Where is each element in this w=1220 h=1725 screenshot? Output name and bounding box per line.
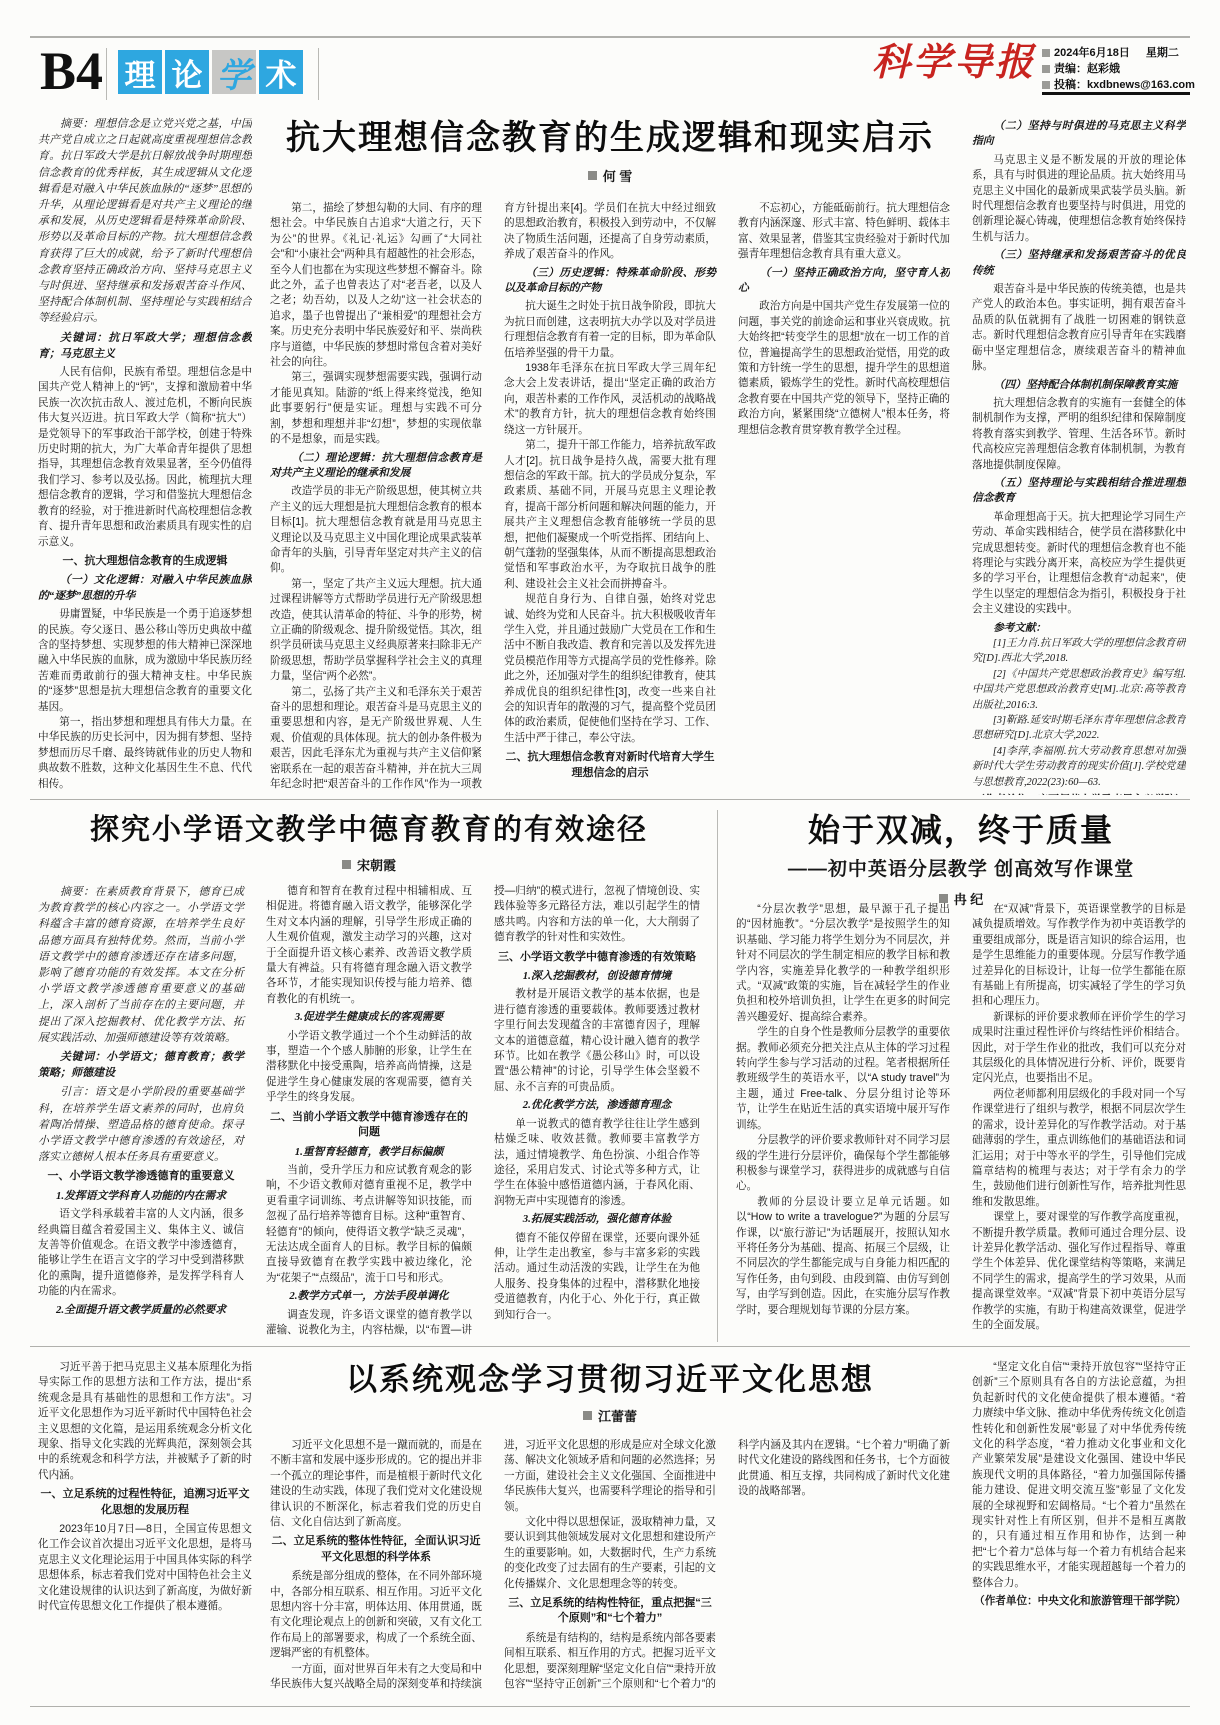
paragraph-p: 第一，指出梦想和理想具有伟大力量。在中华民族的历史长河中，因为拥有梦想、坚持梦想而历尽千磨、最终铸就伟业的历史人物和典故数不胜数，这种文化基因生生不息、代代相传。 <box>38 715 252 790</box>
paragraph-p: 文化中得以思想保证，汲取精神力量，又要认识到其他领域发展对文化思想和建设所产生的重要影响。如，大数据时代，生产力系统的变化改变了过去固有的生产要素，引起的文化传播媒介、文化思想理念等的转变。 <box>504 1516 716 1590</box>
paragraph-p: 第二，弘扬了共产主义和毛泽东关于艰苦奋斗的思想和理论。艰苦奋斗是马克思主义的重要思想和内容，是无产阶级世界观、人生观、价值观的具体体现。抗大的创办条件极为艰苦，因此毛泽东尤为重视与共产主义信仰紧密联系在一起的艰苦奋斗精神，并在抗大三周年纪念时把“艰苦奋斗的工作作风”作为一项教育方针提出来[4]。学员们在抗大中经过细致的思想政治教育，积极投入到劳动中，不仅解决了物质生活问题，还提高了自身劳动素质，养成了艰苦奋斗的作风。 <box>270 202 716 791</box>
article3-title: 始于双减，终于质量 <box>807 812 1114 848</box>
paragraph-p: 人民有信仰，民族有希望。理想信念是中国共产党人精神上的“钙”，支撑和激励着中华民族一次次抗击敌人、渡过危机，不断向民族伟大复兴迈进。抗日军政大学（简称“抗大”）是党领导下的军事政治干部学校，创建于特殊历史时期的抗大，为广大革命青年提供了思想指导，其理想信念教育效果显著，至今仍值得我们学习、参考以及弘扬。因此，梳理抗大理想信念教育的逻辑，学习和借鉴抗大理想信念教育的经验，对于推进新时代高校理想信念教育、提升青年思想和政治素质具有现实性的启示意义。 <box>38 366 252 548</box>
paragraph-ref: [2]《中国共产党思想政治教育史》编写组.中国共产党思想政治教育史[M].北京:高等教育出版社,2016:3. <box>972 668 1186 711</box>
article1-title: 抗大理想信念教育的生成逻辑和现实启示 <box>286 119 934 157</box>
paragraph-h1: 三、小学语文教学中德育渗透的有效策略 <box>498 950 696 963</box>
paragraph-h2: （二）坚持与时俱进的马克思主义科学指向 <box>972 120 1186 148</box>
issue-info <box>1042 46 1195 94</box>
byline-square-icon <box>588 171 597 180</box>
paragraph-p: “分层次教学”思想，最早源于孔子提出的“因材施教”。“分层次教学”是按照学生的知识基础、学习能力将学生划分为不同层次，并针对不同层次的学生制定相应的教学目标和教学内容，实施差异化教学的一种教学组织形式。“双减”政策的实施，旨在减轻学生的作业负担和校外培训负担，让学生在更多的时间完善兴趣爱好、提高综合素养。 <box>736 903 950 1023</box>
paragraph-p: 抗大理想信念教育的实施有一套健全的体制机制作为支撑，严明的组织纪律和保障制度将教育落实到教学、管理、生活各环节。新时代高校应完善理想信念教育体制机制，为教育落地提供制度保障。 <box>972 396 1186 471</box>
paragraph-p: 革命理想高于天。抗大把理论学习同生产劳动、革命实践相结合，使学员在潜移默化中完成思想转变。新时代的理想信念教育也不能将理论与实践分离开来，高校应为学生提供更多的学习平台，让理想信念教育“动起来”，使学生以坚定的理想信念为指引，积极投身于社会主义建设的实践中。 <box>972 510 1186 616</box>
paragraph-p: 学生的自身个性是教师分层教学的重要依据。教师必须充分把关注点从主体的学习过程转向学生参与学习活动的过程。笔者根据所任教班级学生的英语水平，以“A study travel”为主题，通过 Free-talk、分层分组讨论等环节，让学生在贴近生活的真实语境中展开写作训练。 <box>736 1026 950 1131</box>
paragraph-h1: 三、立足系统的结构性特征，重点把握“三个原则”和“七个着力” <box>508 1597 712 1625</box>
paragraph-h2: （三）历史逻辑：特殊革命阶段、形势以及革命目标的产物 <box>504 266 716 295</box>
article1-author: 何 雪 <box>602 169 633 184</box>
paragraph-p: 德育不能仅停留在课堂，还要向课外延伸，让学生走出教室，参与丰富多彩的实践活动。通过生动活泼的实践，让学生在为他人服务、投身集体的过程中，潜移默化地接受道德教育，内化于心、外化于行，真正做到知行合一。 <box>494 1231 700 1321</box>
paragraph-p: 课堂上，要对课堂的写作教学高度重视，不断提升教学质量。教师可通过合理分层、设计差异化教学活动、强化写作过程指导、尊重学生个体差异、优化课堂结构等策略，来满足不同学生的需求，提高学生的学习效果，从而提高课堂效率。“双减”背景下初中英语分层写作教学的实施，有助于构建高效课堂，促进学生的全面发展。 <box>972 1211 1186 1331</box>
paragraph-h1: 一、小学语文教学渗透德育的重要意义 <box>47 1170 235 1183</box>
date-line <box>1042 46 1190 60</box>
submit-line <box>1042 78 1195 92</box>
paragraph-p: 教师的分层设计要立足单元话题。如以“How to write a travelogue?”为题的分层写作课，以“旅行游记”为话题展开，按照认知水平将任务分为基础、提高、拓展三个层级，让不同层次的学生都能完成与自身能力相匹配的写作任务，由句到段、由段到篇、由仿写到创写，由学写到创造。因此，在实施分层写作教学时，要合理规划每节课的分层方案。 <box>736 1195 950 1316</box>
paragraph-p: 改造学员的非无产阶级思想，使其树立共产主义的远大理想是抗大理想信念教育的根本目标[1]。抗大理想信念教育就是用马克思主义理论以及马克思主义中国化理论成果武装革命青年的头脑，引导青年坚定对共产主义的信仰。 <box>270 485 482 575</box>
article4-byline <box>270 1406 950 1425</box>
article4-columns-2-4 <box>270 1438 950 1696</box>
editor-name: 责编：赵彩娥 <box>1054 63 1120 75</box>
paragraph-p: “坚定文化自信”“秉持开放包容”“坚持守正创新”三个原则具有各自的方法论意蕴，为担负起新时代的文化使命提供了根本遵循。“着力赓续中华文脉、推动中华优秀传统文化创造性转化和创新性发展”彰显了对中华优秀传统文化的科学态度，“着力推动文化事业和文化产业繁荣发展”是建设文化强国、建设中华民族现代文明的具体路径，“着力加强国际传播能力建设、促进文明交流互鉴”彰显了文化发展的全球视野和宏阔格局。“七个着力”虽然在现实针对性上有所区别，但并不是相互离散的，只有通过相互作用和协作，达到一种把“七个着力”总体与每一个着力有机结合起来的实践思维水平，才能实现超越每一个着力的整体合力。 <box>972 1361 1186 1589</box>
paragraph-p: 第二，提升干部工作能力，培养抗敌军政人才[2]。抗日战争是持久战，需要大批有理想信念的军政干部。抗大的学员成分复杂，军政素质、基础不同，开展马克思主义理论教育，提高干部分析问题和解决问题的能力，开展共产主义理想信念教育能够统一学员的思想，把他们凝聚成一个听党指挥、团结向上、朝气蓬勃的坚强集体，从而不断提高思想政治觉悟和军事政治水平，为夺取抗日战争的胜利、建设社会主义社会而拼搏奋斗。 <box>504 439 716 590</box>
byline-square-icon <box>583 1411 592 1420</box>
paragraph-p: 分层教学的评价要求教师针对不同学习层级的学生进行分层评价，确保每个学生都能够积极参与课堂学习，获得进步的成就感与自信心。 <box>736 1134 950 1193</box>
top-rule <box>30 36 1190 38</box>
paragraph-h1: 二、抗大理想信念教育对新时代培育大学生理想信念的启示 <box>505 751 715 779</box>
paragraph-p: 毋庸置疑，中华民族是一个勇于追逐梦想的民族。夸父逐日、愚公移山等历史典故中蕴含的坚持梦想、实现梦想的伟大精神已深深地融入中华民族的血脉，成为激励中华民族历经苦难而勇敢前行的强大精神支柱。中华民族的“逐梦”思想是抗大理想信念教育的重要文化基因。 <box>38 608 252 713</box>
article1-headline <box>270 118 950 185</box>
byline-square-icon <box>342 860 351 869</box>
paragraph-p: 系统是有结构的，结构是系统内部各要素间相互联系、相互作用的方式。把握习近平文化思想，要深刻理解“坚定文化自信”“秉持开放包容”“坚持守正创新”三个原则和“七个着力”的科学内涵及其内在逻辑。“七个着力”明确了新时代文化建设的路线图和任务书，七个方面彼此贯通、相互支撑，共同构成了新时代文化建设的战略部署。 <box>504 1439 950 1691</box>
paragraph-p: 两位老师都利用层级化的手段对同一个写作课堂进行了组织与教学，根据不同层次学生的需求，设计差异化的写作教学活动。对于基础薄弱的学生，重点训练他们的基础语法和词汇运用；对于中等水平的学生，引导他们完成篇章结构的梳理与表达；对于学有余力的学生，鼓励他们进行创新性写作，培养批判性思维和发散思维。 <box>972 1087 1186 1208</box>
article4-title: 以系统观念学习贯彻习近平文化思想 <box>346 1362 874 1397</box>
paragraph-p: 系统是部分组成的整体，在不同外部环境中，各部分相互联系、相互作用。习近平文化思想内容十分丰富，明体达用、体用贯通，既有文化理论观点上的创新和突破，又有文化工作布局上的部署要求，构成了一个系统全面、逻辑严密的有机整体。 <box>270 1570 482 1660</box>
paragraph-p: 小学语文教学通过一个个生动鲜活的故事，塑造一个个感人肺腑的形象，让学生在潜移默化中接受熏陶，培养高尚情操，这是促进学生身心健康发展的客观需要，德育关乎学生的终身发展。 <box>266 1029 472 1104</box>
paragraph-p: 调查发现，许多语文课堂的德育教学以灌输、说教化为主，内容枯燥，以“布置—讲授—归纳”的模式进行，忽视了情境创设、实践体验等多元路径方法，难以引起学生的情感共鸣。内容和方法的单一化，大大削弱了德育教学的针对性和实效性。 <box>266 885 700 1336</box>
paragraph-p: 2023年10月7日—8日，全国宣传思想文化工作会议首次提出习近平文化思想，是将马克思主义文化理论运用于中国具体实际的科学思想体系，标志着我们党对中国特色社会主义文化建设规律的认识达到了新高度，为做好新时代宣传思想文化工作提供了根本遵循。 <box>38 1523 252 1613</box>
paragraph-p: 不忘初心，方能砥砺前行。抗大理想信念教育内涵深邃、形式丰富、特色鲜明、载体丰富、效果显著，借鉴其宝贵经验对于新时代加强青年理想信念教育具有重大意义。 <box>738 202 950 261</box>
logo-char-xue: 学 <box>212 50 256 94</box>
paragraph-p: 语文学科承载着丰富的人文内涵，很多经典篇目蕴含着爱国主义、集体主义、诚信友善等价值观念。在语文教学中渗透德育，能够让学生在语言文字的学习中受到潜移默化的熏陶，提升道德修养，是发挥学科育人功能的内在需求。 <box>38 1208 244 1298</box>
logo-char-lun: 论 <box>165 50 209 94</box>
issue-weekday: 星期二 <box>1145 47 1179 59</box>
section-rule-1 <box>30 799 1190 800</box>
paragraph-h2c: 2.优化教学方法，渗透德育理念 <box>522 1099 672 1112</box>
paragraph-abs: 引言：语文是小学阶段的重要基础学科，在培养学生语文素养的同时，也肩负着陶冶情操、塑造品格的德育使命。探寻小学语文教学中德育渗透的有效途径，对落实立德树人根本任务具有重要意义。 <box>38 1086 244 1164</box>
masthead-title: 科学导报 <box>872 42 1037 84</box>
article-divider-vertical <box>717 810 718 1342</box>
bullet-square-icon <box>1042 81 1050 89</box>
paragraph-kw: 关键词：抗日军政大学；理想信念教育；马克思主义 <box>38 331 252 360</box>
bullet-square-icon <box>1042 49 1050 57</box>
paragraph-author: （作者单位：中央文化和旅游管理干部学院） <box>974 1595 1186 1608</box>
article2-author: 宋朝霞 <box>356 858 396 873</box>
paragraph-p: 规范自身行为、自律自强，始终对党忠诚、始终为党和人民奋斗。抗大积极吸收青年学生入党，并且通过鼓励广大党员在工作和生活中不断自我改造、教育和完善以及发挥先进党员模范作用等方式提高学员的党性修养。除此之外，还加强对学生的组织纪律教育，使其养成优良的组织纪律性[3]，改变一些来自社会的知识青年的散漫的习气，提高整个党员团体的政治素质，促使他们坚持在学习、工作、生活中严于律己，奉公守法。 <box>504 593 716 744</box>
header-divider-left <box>106 48 107 100</box>
bullet-square-icon <box>1042 65 1050 73</box>
article3-author: 冉 纪 <box>953 892 984 907</box>
paragraph-p: 艰苦奋斗是中华民族的传统美德，也是共产党人的政治本色。事实证明，拥有艰苦奋斗品质的队伍就拥有了战胜一切困难的钢铁意志。新时代理想信念教育应引导青年在实践磨砺中坚定理想信念，赓续艰苦奋斗的精神血脉。 <box>972 283 1186 373</box>
article2-title: 探究小学语文教学中德育教育的有效途径 <box>89 814 648 846</box>
paragraph-h1: 一、抗大理想信念教育的生成逻辑 <box>62 554 228 567</box>
paragraph-p: 第三，强调实现梦想需要实践，强调行动才能见真知。陆游的“纸上得来终觉浅，绝知此事要躬行”便是实证。理想与实践不可分割，梦想和理想并非“幻想”，梦想的实现依靠的不是想象，而是实践。 <box>270 371 482 446</box>
article4-column-1 <box>38 1360 252 1696</box>
paragraph-ref: [1]王力肖.抗日军政大学的理想信念教育研究[D].西北大学,2018. <box>972 638 1186 665</box>
paragraph-h2: （四）坚持配合体制机制保障教育实施 <box>993 378 1178 391</box>
logo-char-shu: 术 <box>259 50 303 94</box>
paragraph-p: 第一，坚定了共产主义远大理想。抗大通过课程讲解等方式帮助学员进行无产阶级思想改造，使其认清革命的特征、斗争的形势，树立正确的阶级观念、提升阶级觉悟。其次，组织学员研读马克思主义经典原著来扫除非无产阶级思想，帮助学员掌握科学社会主义的真理力量，坚信“两个必然”。 <box>270 577 482 683</box>
paragraph-p: 德育和智育在教育过程中相辅相成、互相促进。将德育融入语文教学，能够深化学生对文本内涵的理解，引导学生形成正确的人生观价值观，激发主动学习的兴趣，这对于全面提升语文核心素养、改善语文教学质量大有裨益。只有将德育理念融入语文教学各环节，才能实现知识传授与能力培养、德育教化的有机统一。 <box>266 885 472 1005</box>
submit-email: 投稿：kxdbnews@163.com <box>1054 79 1195 91</box>
paragraph-h1: 二、立足系统的整体性特征，全面认识习近平文化思想的科学体系 <box>271 1535 481 1563</box>
paragraph-h2: （三）坚持继承和发扬艰苦奋斗的优良传统 <box>972 249 1186 277</box>
article3-subtitle: ——初中英语分层教学 创高效写作课堂 <box>787 859 1135 880</box>
paragraph-h2: （二）理论逻辑：抗大理想信念教育是对共产主义理论的继承和发展 <box>270 451 482 479</box>
paragraph-ref: [3]靳路.延安时期毛泽东青年理想信念教育思想研究[D].北京大学,2022. <box>972 715 1186 742</box>
paragraph-ref: [4]李萍,李福刚.抗大劳动教育思想对加强新时代大学生劳动教育的现实价值[J].学校党建与思想教育,2022(23):60—63. <box>972 745 1186 788</box>
bottom-rule <box>30 1706 1190 1707</box>
article1-columns-2-4 <box>270 201 950 793</box>
paragraph-p: 1938年毛泽东在抗日军政大学三周年纪念大会上发表讲话，提出“坚定正确的政治方向，艰苦朴素的工作作风，灵活机动的战略战术”的教育方针，抗大的理想信念教育始终围绕这一方针展开。 <box>504 362 716 436</box>
paragraph-h2c: 3.拓展实践活动，强化德育体验 <box>522 1213 672 1226</box>
article2-body <box>38 884 700 1340</box>
logo-char-li: 理 <box>118 50 162 94</box>
article4-column-5 <box>972 1360 1186 1696</box>
paragraph-p: 抗大诞生之时处于抗日战争阶段，即抗大为抗日而创建，这表明抗大办学以及对学员进行理想信念教育有着一定的目标，即为革命队伍培养坚强的骨干力量。 <box>504 300 716 359</box>
paragraph-p: 马克思主义是不断发展的开放的理论体系，具有与时俱进的理论品质。抗大始终用马克思主义中国化的最新成果武装学员头脑。新时代理想信念教育也要坚持与时俱进，用党的创新理论凝心铸魂，使理想信念教育始终保持生机与活力。 <box>972 153 1186 243</box>
info-underline <box>1042 92 1190 95</box>
paragraph-h2c: 2.全面提升语文教学质量的必然要求 <box>55 1303 227 1316</box>
paragraph-h2c: 1.发挥语文学科育人功能的内在需求 <box>55 1189 227 1202</box>
paragraph-author <box>972 793 1186 795</box>
paragraph-p: 当前，受升学压力和应试教育观念的影响，不少语文教师对德育重视不足，教学中更看重字词训练、考点讲解等知识技能，而忽视了品行培养等德育目标。这种“重智育、轻德育”的倾向，使得语文教学“缺乏灵魂”，无法达成全面育人的目标。教学目标的偏颇直接导致德育在教学实践中被边缘化，沦为“花架子”“点缀品”，流于口号和形式。 <box>266 1163 472 1284</box>
article4-author: 江蕾蕾 <box>597 1409 637 1424</box>
paragraph-h2c: 3.促进学生健康成长的客观需要 <box>294 1011 444 1024</box>
section-logo <box>118 50 303 94</box>
paragraph-abs: 摘要：理想信念是立党兴党之基，中国共产党自成立之日起就高度重视理想信念教育。抗日军政大学是抗日解放战争时期理想信念教育的优秀样板，其生成逻辑从文化逻辑看是对融入中华民族血脉的“逐梦”思想的升华，从理论逻辑看是对共产主义理论的继承和发展，从历史逻辑看是特殊革命阶段、形势以及革命目标的产物。抗大理想信念教育获得了巨大的成就，给予了新时代理想信念教育坚持正确政治方向、坚持马克思主义与时俱进、坚持继承和发扬艰苦奋斗作风、坚持配合体制机制、坚持理论与实践相结合等经验启示。 <box>38 118 252 325</box>
paragraph-h2c: 2.教学方式单一，方法手段单调化 <box>289 1290 449 1303</box>
paragraph-p: 新课标的评价要求教师在评价学生的学习成果时注重过程性评价与终结性评价相结合。因此，对于学生作业的批改，我们可以充分对其层级化的具体情况进行分析、评价，既要肯定闪光点，也要指出不足。 <box>972 1010 1186 1085</box>
paragraph-h1: 二、当前小学语文教学中德育渗透存在的问题 <box>270 1110 468 1139</box>
article2-headline <box>38 813 700 874</box>
paragraph-p: 单一说教式的德育教学往往让学生感到枯燥乏味、收效甚微。教师要丰富教学方法，通过情境教学、角色扮演、小组合作等途径，采用启发式、讨论式等多种方式，让学生在体验中感悟道德内涵，于春风化雨、润物无声中实现德育的渗透。 <box>494 1117 700 1207</box>
article3-body <box>736 902 1186 1340</box>
issue-date: 2024年6月18日 <box>1054 47 1130 59</box>
paragraph-p: 在“双减”背景下，英语课堂教学的目标是减负提质增效。写作教学作为初中英语教学的重要组成部分，既是语言知识的综合运用，也是学生思维能力的重要体现。分层写作教学通过差异化的目标设计，让每一位学生都能在原有基础上有所提高，切实减轻了学生的学习负担和心理压力。 <box>972 903 1186 1008</box>
paragraph-p: 一方面，面对世界百年未有之大变局和中华民族伟大复兴战略全局的深刻变革和持续演进，习近平文化思想的形成是应对全球文化激荡、解决文化领域矛盾和问题的必然选择；另一方面，建设社会主义文化强国、全面推进中华民族伟大复兴，也需要科学理论的指导和引领。 <box>270 1439 716 1691</box>
paragraph-p: 第二，描绘了梦想勾勒的大同、有序的理想社会。中华民族自古追求“大道之行，天下为公”的世界。《礼记·礼运》勾画了“大同社会”和“小康社会”两种具有超越性的社会形态，至今人们也都在为实现这些梦想不懈奋斗。除此之外，孟子也曾表达了对“老吾老，以及人之老；幼吾幼，以及人之幼”这一社会状态的追求，墨子也曾提出了“兼相爱”的理想社会方案。历史充分表明中华民族爱好和平、崇尚秩序与道德，中华民族的梦想时常包含着对美好社会的向往。 <box>270 202 482 369</box>
article1-column-1 <box>38 116 252 795</box>
article1-column-5 <box>972 116 1186 795</box>
paragraph-h2: （五）坚持理论与实践相结合推进理想信念教育 <box>972 476 1186 505</box>
paragraph-p: 教材是开展语文教学的基本依据，也是进行德育渗透的重要载体。教师要透过教材字里行间去发现蕴含的丰富德育因子，理解文本的道德意蕴，精心设计融入德育的教学环节。比如在教学《愚公移山》时，可以设置“愚公精神”的讨论，引导学生体会坚毅不屈、永不言弃的可贵品质。 <box>494 988 700 1093</box>
paragraph-abs: 摘要：在素质教育背景下，德育已成为教育教学的核心内容之一。小学语文学科蕴含丰富的德育资源，在培养学生良好品德方面具有独特优势。然而，当前小学语文教学中的德育渗透还存在诸多问题，影响了德育功能的有效发挥。本文在分析小学语文教学渗透德育重要意义的基础上，深入剖析了当前存在的主要问题，并提出了深入挖掘教材、优化教学方法、拓展实践活动、加强师德建设等有效策略。 <box>38 886 244 1044</box>
article1-byline <box>270 166 950 185</box>
paragraph-refhead: 参考文献： <box>993 622 1047 634</box>
article2-byline <box>38 855 700 874</box>
article3-headline <box>736 812 1186 908</box>
editor-line <box>1042 62 1190 76</box>
paragraph-p: 政治方向是中国共产党生存发展第一位的问题，事关党的前途命运和事业兴衰成败。抗大始终把“转变学生的思想”放在一切工作的首位，普遍提高学生的思想政治觉悟，用党的政策和方针统一学生的思想，提升学生的思想道德素质，锻炼学生的党性。新时代高校理想信念教育要在中国共产党的领导下，坚持正确的政治方向，紧紧围绕“立德树人”根本任务，将理想信念教育贯穿教育教学全过程。 <box>738 300 950 436</box>
header-divider-right <box>318 48 319 100</box>
section-rule-2 <box>30 1346 1190 1347</box>
page-number: B4 <box>40 41 104 101</box>
paragraph-h2c: 1.重智育轻德育，教学目标偏颇 <box>294 1145 444 1158</box>
paragraph-h1: 一、立足系统的过程性特征，追溯习近平文化思想的发展历程 <box>40 1488 250 1516</box>
article4-headline <box>270 1362 950 1425</box>
paragraph-p: 习近平文化思想不是一蹴而就的，而是在不断丰富和发展中逐步形成的。它的提出并非一个孤立的理论事件，而是植根于新时代文化建设的生动实践，体现了我们党对文化建设规律认识的不断深化，标志着我们党的历史自信、文化自信达到了新高度。 <box>270 1439 482 1529</box>
paragraph-kw: 关键词：小学语文；德育教育；教学策略；师德建设 <box>38 1051 244 1080</box>
paragraph-h2: （一）文化逻辑：对融入中华民族血脉的“逐梦”思想的升华 <box>38 574 252 602</box>
paragraph-h2: （一）坚持正确政治方向，坚守育人初心 <box>738 266 950 295</box>
paragraph-h2c: 1.深入挖掘教材，创设德育情境 <box>522 970 672 983</box>
paragraph-p: 习近平善于把马克思主义基本原理化为指导实际工作的思想方法和工作方法，提出“系统观念是具有基础性的思想和工作方法”。习近平文化思想作为习近平新时代中国特色社会主义思想的文化篇，是运用系统观念分析文化现象、指导文化实践的光辉典范，深刻领会其中的系统观念和科学方法，并被赋予了新的时代内涵。 <box>38 1361 252 1481</box>
